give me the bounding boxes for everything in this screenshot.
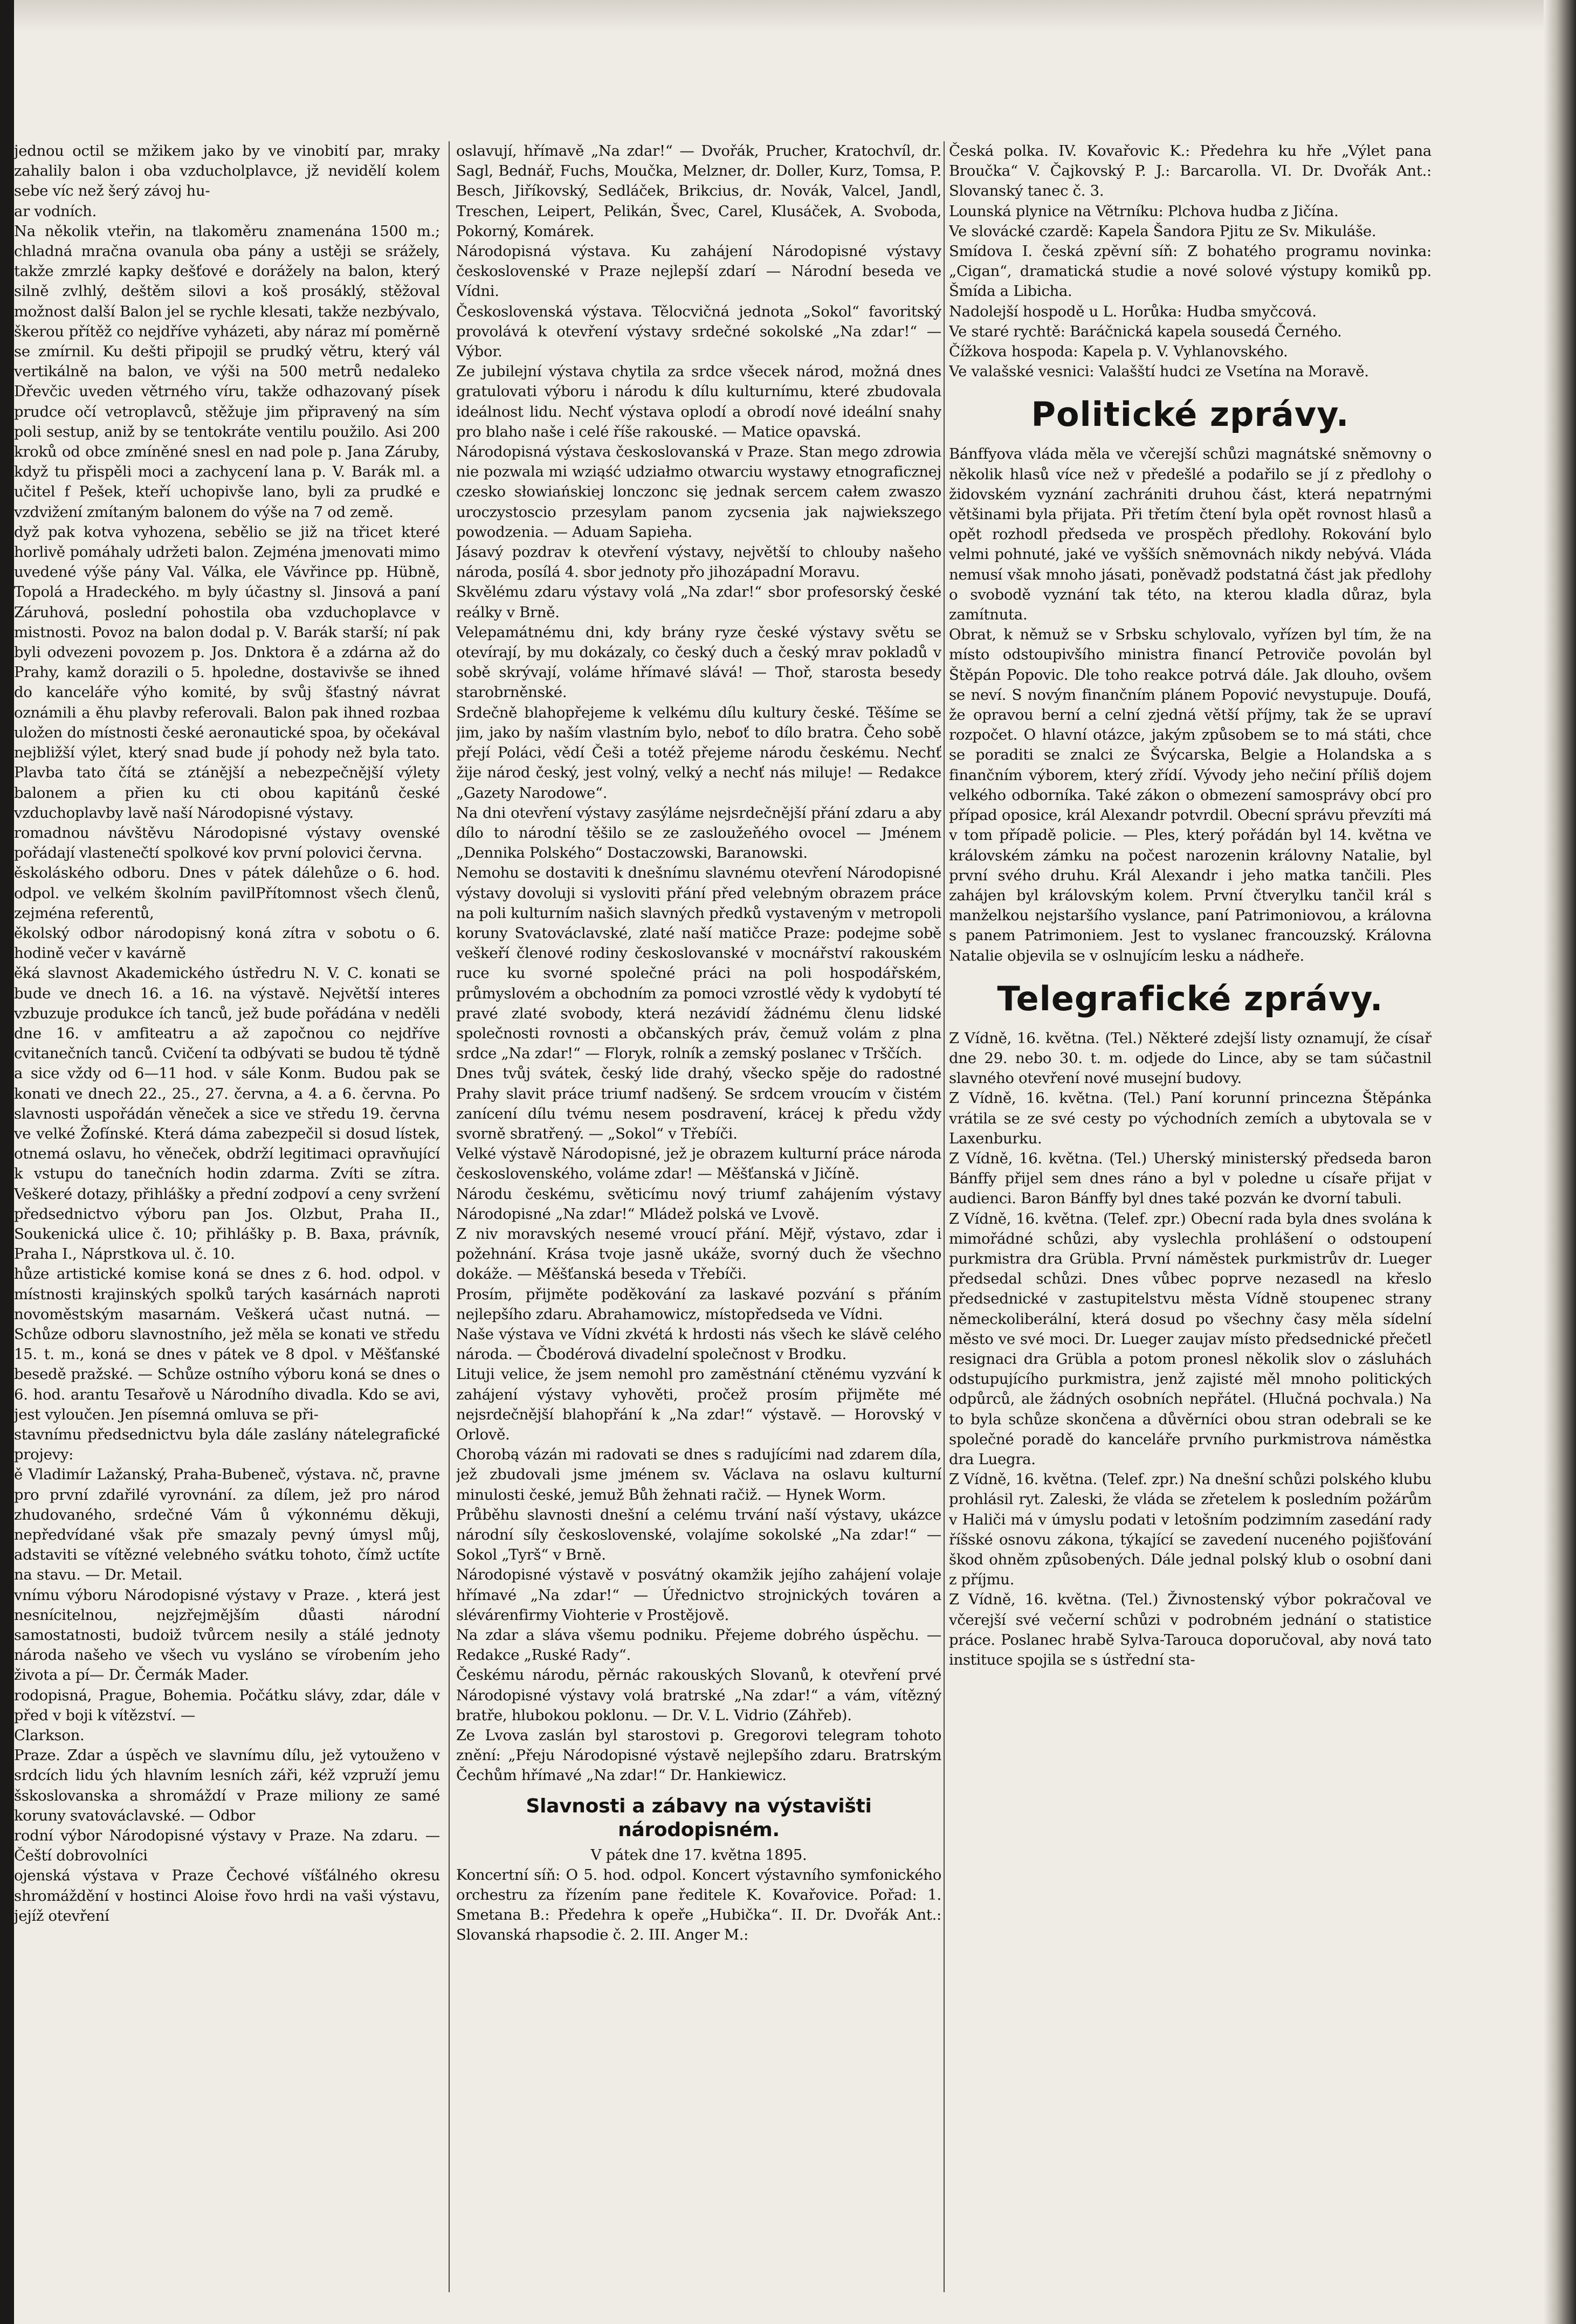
paragraph: hůze artistické komise koná se dnes z 6. hod. odpol. v místnosti krajinských spolků tarých kasárnách naproti novoměstským masarnám. Veškerá učast nutná. — Schůze odboru slavnostního, jež měla se konati ve středu 15. t. m., koná se dnes v pátek ve 8 dpol. v Měšťanské besedě pražské. — Schůze ostního výboru koná se dnes o 6. hod. arantu Tesařově u Národního divadla. Kdo se avi, jest vyloučen. Jen písemná omluva se při- <box>14 1265 440 1423</box>
paragraph: Naše výstava ve Vídni zkvétá k hrdosti nás všech ke slávě celého národa. — Čbodérová divadelní společnost v Brodku. <box>456 1325 941 1363</box>
paragraph: Nadolejší hospodě u L. Horůka: Hudba smyčcová. <box>949 302 1317 320</box>
paragraph: ěskoláského odboru. Dnes v pátek dálehůze o 6. hod. odpol. ve velkém školním pavilPřítomnost všech členů, zejména referentů, <box>14 864 440 922</box>
paragraph: Smídova I. česká zpěvní síň: Z bohatého programu novinka: „Cigan“, dramatická studie a nové solové výstupy komiků pp. Šmída a Libicha. <box>949 243 1432 300</box>
paragraph: Na zdar a sláva všemu podniku. Přejeme dobrého úspěchu. — Redakce „Ruské Rady“. <box>456 1626 941 1664</box>
paragraph: romadnou návštěvu Národopisné výstavy ovenské pořádají vlastenečtí spolkové kov první polovici června. <box>14 824 440 862</box>
paragraph: Na dni otevření výstavy zasýláme nejsrdečnější přání zdaru a aby dílo to národní těšilo se ze zasloužeňého ovocel — Jménem „Dennika Polského“ Dostaczowski, Baranowski. <box>456 804 941 862</box>
page-top-shadow <box>0 0 1576 32</box>
paragraph: Průběhu slavnosti dnešní a celému trvání naší výstavy, ukázce národní síly československé, volajíme sokolské „Na zdar!“ — Sokol „Tyrš“ v Brně. <box>456 1506 941 1564</box>
paragraph: ěkolský odbor národopisný koná zítra v sobotu o 6. hodině večer v kavárně <box>14 924 440 962</box>
paragraph: rodopisná, Prague, Bohemia. Počátku slávy, zdar, dále v před v boji k vítězství. — <box>14 1686 440 1724</box>
paragraph: vnímu výboru Národopisné výstavy v Praze. , která jest nesnícitelnou, nejzřejmějším důasti národní samostatnosti, budoiž tvůrcem nesily a stálé jednoty národa našeho ve všech vu vysláno se vírobením jeho života a pí— Dr. Čermák Mader. <box>14 1586 440 1684</box>
paragraph: Z Vídně, 16. května. (Telef. zpr.) Na dnešní schůzi polského klubu prohlásil ryt. Zaleski, že vláda se zřetelem k posledním požárům v Haliči má v úmyslu podati v letošním podzimním zasedání rady říšské osnovu zákona, týkající se zavedení nuceného pojišťování škod ohněm způsobených. Dále jednal polský klub o osobní dani z příjmu. <box>949 1471 1432 1589</box>
paragraph: Praze. Zdar a úspěch ve slavnímu dílu, jež vytouženo v srdcích lidu ých hlavním lesních záři, kéž vzpruží jemu šskoslovanska a shromáždí v Praze miliony ze samé koruny svatováclavské. — Odbor <box>14 1747 440 1824</box>
column-2 <box>456 141 941 2292</box>
column-3 <box>949 141 1432 2292</box>
paragraph: Lounská plynice na Větrníku: Plchova hudba z Jičína. <box>949 202 1339 220</box>
paragraph: dyž pak kotva vyhozena, sebělio se již na třicet které horlivě pomáhaly udržeti balon. Zejména jmenovati mimo uvedené výše pány Val. Válka, ele Vávřince pp. Hübně, Topolá a Hradeckého. m byly účastny sl. Jinsová a paní Záruhová, poslední pohostila oba vzduchoplavce v mistnosti. Povoz na balon dodal p. V. Barák starší; ní pak byli odvezeni povozem p. Jos. Dnktora ě a zdárna až do Prahy, kamž dorazili o 5. hpoledne, dostavivše se ihned do kanceláře výho komité, by svůj šťastný návrat oznámili a ěhu plavby referovali. Balon pak ihned rozbaa uložen do místnosti české aeronautické spoa, by očekával nejbližší výlet, který snad bude jí pohody než byla tato. Plavba tato čítá se ztánější a nebezpečnější výlety balonem a přien ku cti obou kapitánů české vzduchoplavby lavě naší Národopisné výstavy. <box>14 523 440 822</box>
paragraph: Národopisná výstava českoslovanská v Praze. Stan mego zdrowia nie pozwala mi wziąść udziałmo otwarciu wystawy etnograficznej czesko słowiańskiej lonczonc się jednak sercem całem zwaszo uroczystoscio przesylam panom zycsenia jak najwiekszego powodzenia. — Aduam Sapieha. <box>456 443 941 541</box>
paragraph: Chorobą vázán mi radovati se dnes s radujícími nad zdarem díla, jež zbudovali jsme jménem sv. Václava na oslavu kulturní minulosti české, jemuž Bůh žehnati račiž. — Hynek Worm. <box>456 1446 941 1504</box>
column-rule-1 <box>449 141 450 2292</box>
paragraph: Českému národu, pěrnác rakouských Slovanů, k otevření prvé Národopisné výstavy volá bratrské „Na zdar!“ a vám, vítězný bratře, hlubokou poklonu. — Dr. V. L. Vidrio (Záhřeb). <box>456 1666 941 1724</box>
paragraph: Z Vídně, 16. května. (Tel.) Živnostenský výbor pokračoval ve včerejší své večerní schůzi v podrobném jednání o statistice práce. Poslanec hrabě Sylva-Tarouca doporučoval, aby nová tato instituce spojila se s ústřední sta- <box>949 1591 1432 1669</box>
paragraph: Velepamátnému dni, kdy brány ryze české výstavy světu se otevírají, by mu dokázaly, co český duch a český mrav pokladů v sobě skrývají, voláme hřímavé slává! — Thoř, starosta besedy starobrněnské. <box>456 623 941 701</box>
paragraph: Dnes tvůj svátek, český lide drahý, všecko spěje do radostné Prahy slavit práce triumf nadšený. Se srdcem vroucím v čistém zanícení dílu tvému nesem posdravení, krácej k předu vždy svorně sbratřený. — „Sokol“ v Třebíči. <box>456 1065 941 1142</box>
paragraph: rodní výbor Národopisné výstavy v Praze. Na zdaru. — Čeští dobrovolníci <box>14 1827 440 1865</box>
page-curl-edge-right <box>1544 0 1576 2324</box>
paragraph: Z Vídně, 16. května. (Tel.) Uherský ministerský předseda baron Bánffy přijel sem dnes ráno a byl v poledne u císaře přijat v audienci. Baron Bánffy byl dnes také pozván ke dvorní tabuli. <box>949 1149 1432 1208</box>
paragraph: Srdečně blahopřejeme k velkému dílu kultury české. Těšíme se jim, jako by naším vlastním bylo, neboť to dílo bratra. Čeho sobě přejí Poláci, vědí Češi a totéž přejeme národu českému. Nechť žije národ český, jest volný, velký a nechť nás miluje! — Redakce „Gazety Narodowe“. <box>456 704 941 802</box>
paragraph: Česká polka. IV. Kovařovic K.: Předehra ku hře „Výlet pana Broučka“ V. Čajkovský P. J.: Barcarolla. VI. Dr. Dvořák Ant.: Slovanský tanec č. 3. <box>949 142 1432 200</box>
paragraph: jednou octil se mžikem jako by ve vinobití par, mraky zahalily balon i oba vzducholplavce, jž nevidělí kolem sebe víc než šerý závoj hu- <box>14 142 440 200</box>
paragraph: Skvělému zdaru výstavy volá „Na zdar!“ sbor profesorský české reálky v Brně. <box>456 583 941 621</box>
column-1 <box>14 141 440 2292</box>
paragraph: Národopisné výstavě v posvátný okamžik jejího zahájení volaje hřímavé „Na zdar!“ — Úřednictvo strojnických továren a slévárenfirmy Viohterie v Prostějově. <box>456 1566 941 1624</box>
section-heading-politicke-zpravy: Politické zprávy. <box>1031 395 1350 435</box>
paragraph: oslavují, hřímavě „Na zdar!“ — Dvořák, Prucher, Kratochvíl, dr. Sagl, Bednář, Fuchs, Moučka, Melzner, dr. Doller, Kurz, Tomsa, P. Besch, Jiříkovský, Sedláček, Brikcius, dr. Novák, Valcel, Jandl, Treschen, Leipert, Pelikán, Švec, Carel, Klusáček, A. Svoboda, Pokorný, Komárek. <box>456 142 941 240</box>
paragraph: ojenská výstava v Praze Čechové víšťálného okresu shromáždění v hostinci Aloise řovo hrdi na vaši výstavu, jejíž otevření <box>14 1867 440 1925</box>
paragraph: Clarkson. <box>14 1727 85 1744</box>
dateline: V pátek dne 17. května 1895. <box>590 1846 807 1864</box>
paragraph: Obrat, k němuž se v Srbsku schylovalo, vyřízen byl tím, že na místo odstoupivšího ministra financí Petroviče povolán byl Štěpán Popovic. Dle toho reakce potrvá dále. Jak dlouho, ovšem se neví. S novým finančním plánem Popović nevystupuje. Doufá, že opravou berní a celní zjedná větší příjmy, tak že se upraví rozpočet. O hlavní otázce, jakým způsobem se to má státi, chce se poraditi se znalci ze Švýcarska, Belgie a Holandska a s finančním výborem, který zřídí. Vývody jeho nečiní příliš dojem velkého odborníka. Také zákon o obmezení samosprávy obcí pro případ oposice, král Alexandr potvrdil. Obecní správu převzíti má v tom případě policie. — Ples, který pořádán byl 14. května ve královském zámku na počest narozenin královny Natalie, byl první svého druhu. Král Alexandr i jeho matka tančili. Ples zahájen byl královským kolem. První čtverylku tančil král s manželkou nejstaršího vyslance, paní Patrimoniovou, a královna s panem Patrimoniem. Jest to vyslanec francouzský. Královna Natalie objevila se v oslnujícím lesku a nádheře. <box>949 626 1432 964</box>
section-heading-slavnosti: Slavnosti a zábavy na výstavišti národopisném. <box>526 1795 872 1841</box>
paragraph: ě Vladimír Lažanský, Praha-Bubeneč, výstava. nč, pravne pro první zdařilé vyrovnání. za dílem, jež pro národ zhudovaného, srdečné Vám ů výkonnému děkuji, nepředvídané však pře smazaly pevný úmysl můj, adstaviti se vítězné velebného svátku tohoto, čímž uctíte na stavu. — Dr. Metail. <box>14 1466 440 1584</box>
paragraph: Prosím, přijměte poděkování za laskavé pozvání s přáním nejlepšího zdaru. Abrahamowicz, místopředseda ve Vídni. <box>456 1285 941 1323</box>
section-heading-telegraficke-zpravy: Telegrafické zprávy. <box>997 978 1384 1018</box>
paragraph: Nemohu se dostaviti k dnešnímu slavnému otevření Národopisné výstavy dovoluji si vysloviti přání před velebným obrazem práce na poli kulturním našich slavných předků vystaveným v metropoli koruny Svatováclavské, zlaté naší matičce Praze: podejme sobě veškeří členové rodiny českoslovanské v mocnářství rakouském ruce ku svorné společné práci na poli hospodářském, průmyslovém a obchodním za pomoci vzrostlé vědy k vydobytí té pravé zlaté svobody, která nezávidí žádnému členu lidské společnosti rovnosti a občanských práv, čemuž volám z plna srdce „Na zdar!“ — Floryk, rolník a zemský poslanec v Trščích. <box>456 864 941 1063</box>
column-rule-2 <box>944 141 945 2292</box>
paragraph: Z Vídně, 16. května. (Tel.) Některé zdejší listy oznamují, že císař dne 29. nebo 30. t. m. odjede do Lince, aby se tam súčastnil slavného otevření nové musejní budovy. <box>949 1029 1432 1087</box>
paragraph: Bánffyova vláda měla ve včerejší schůzi magnátské sněmovny o několik hlasů více než v předešlé a podařilo se jí z předlohy o židovském vyznání zachrániti druhou část, která nepatrnými většinami byla přijata. Při třetím čtení byla opět rovnost hlasů a opět rozhodl předseda ve prospěch předlohy. Rokování bylo velmi pohnuté, jaké ve vyšších sněmovnách nikdy nebývá. Vláda nemusí však mnoho jásati, poněvadž podstatná část jak předlohy o svobodě vyznání tak této, na kterou kladla důraz, byla zamítnuta. <box>949 445 1432 624</box>
paragraph: ar vodních. <box>14 202 97 220</box>
paragraph: Ze jubilejní výstava chytila za srdce všecek národ, možná dnes gratulovati výboru i národu k dílu kulturnímu, které zbudovala ideálnost lidu. Nechť výstava oplodí a obrodí nové ideální snahy pro blaho naše i celé říše rakouské. — Matice opavská. <box>456 363 941 440</box>
paragraph: Ve staré rychtě: Baráčnická kapela sousedá Černého. <box>949 322 1342 340</box>
paragraph: Koncertní síň: O 5. hod. odpol. Koncert výstavního symfonického orchestru za řízením pane ředitele K. Kovařovice. Pořad: 1. Smetana B.: Předehra k opeře „Hubička“. II. Dr. Dvořák Ant.: Slovanská rhapsodie č. 2. III. Anger M.: <box>456 1866 941 1944</box>
paragraph: Z Vídně, 16. května. (Telef. zpr.) Obecní rada byla dnes svolána k mimořádné schůzi, aby vyslechla prohlášení o odstoupení purkmistra dra Grübla. První náměstek purkmistrův dr. Lueger předsedal schůzi. Dnes vůbec poprve nezasedl na křeslo předsednické v zastupitelstvu města Vídně stoupenec strany německoliberální, která dosud po všechny časy měla sídelní město ve své moci. Dr. Lueger zaujav místo předsednické přečetl resignaci dra Grübla a potom pronesl několik slov o zásluhách odstupujícího purkmistra, jenž zajisté měl mnoho politických odpůrců, ale žádných osobních nepřátel. (Hlučná pochvala.) Na to byla schůze skončena a důvěrníci obou stran odebrali se ke společné poradě do kanceláře prvního purkmistrova náměstka dra Luegra. <box>949 1210 1432 1468</box>
paragraph: Z Vídně, 16. května. (Tel.) Paní korunní princezna Štěpánka vrátila se ze své cesty po východních zemích a ubytovala se v Laxenburku. <box>949 1089 1432 1147</box>
paragraph: Jásavý pozdrav k otevření výstavy, největší to chlouby našeho národa, posílá 4. sbor jednoty přo jihozápadní Moravu. <box>456 543 941 581</box>
page-binding-edge-left <box>0 0 14 2324</box>
paragraph: ěká slavnost Akademického ústředru N. V. C. konati se bude ve dnech 16. a 16. na výstavě. Největší interes vzbuzuje produkce ích tanců, jež bude pořádána v neděli dne 16. v amfiteatru a až započnou co nejdříve cvitanečních tanců. Cvičení ta odbývati se budou tě týdně a sice vždy od 6—11 hod. v sále Konm. Budou pak se konati ve dnech 22., 25., 27. června, a 4. a 6. června. Po slavnosti uspořádán věneček a sice ve středu 19. června ve velké Žofínské. Která dáma zabezpečil si dosud lístek, otnemá oslavu, ho věneček, obdrží legitimaci opravňující k vstupu do tanečních hodin zdarma. Zvíti se zítra. Veškeré dotazy, přihlášky a přední zodpoví a ceny svržení předsednictvo výboru pan Jos. Olzbut, Praha II., Soukenická ulice č. 10; přihlášky p. B. Baxa, právník, Praha I., Náprstkova ul. č. 10. <box>14 964 440 1263</box>
paragraph: stavnímu předsednictvu byla dále zaslány nátelegrafické projevy: <box>14 1426 440 1464</box>
paragraph: Československá výstava. Tělocvičná jednota „Sokol“ favoritský provolává k otevření výstavy srdečné sokolské „Na zdar!“ — Výbor. <box>456 302 941 361</box>
paragraph: Čížkova hospoda: Kapela p. V. Vyhlanovského. <box>949 343 1288 361</box>
paragraph: Ve valašské vesnici: Valašští hudci ze Vsetína na Moravě. <box>949 363 1369 381</box>
paragraph: Velké výstavě Národopisné, jež je obrazem kulturní práce národa československého, voláme zdar! — Měšťanská v Jičíně. <box>456 1145 941 1183</box>
paragraph: Lituji velice, že jsem nemohl pro zaměstnání ctěnému vyzvání k zahájení výstavy vyhověti, pročež prosím přijměte mé nejsrdečnější blahopřání k „Na zdar!“ výstavě. — Horovský v Orlově. <box>456 1366 941 1443</box>
paragraph: Ve slovácké czardě: Kapela Šandora Pjitu ze Sv. Mikuláše. <box>949 222 1377 240</box>
paragraph: Z niv moravských nesemé vroucí přání. Mějř, výstavo, zdar i požehnání. Krása tvoje jasně ukáže, svorný duch že všechno dokáže. — Měšťanská beseda v Třebíči. <box>456 1225 941 1283</box>
paragraph: Národu českému, světicímu nový triumf zahájením výstavy Národopisné „Na zdar!“ Mládež polská ve Lvově. <box>456 1185 941 1223</box>
paragraph: Na několik vteřin, na tlakoměru znamenána 1500 m.; chladná mračna ovanula oba pány a ustěji se srážely, takže zmrzlé kapky dešťové e dorážely na balon, který silně zvlhlý, deštěm silovi a koš prosáklý, stěžoval možnost další Balon jel se rychle klesati, takže nezbývalo, škerou přítěž co nejdříve vyházeti, aby náraz mí poměrně se zmírnil. Ku dešti připojil se prudký větru, který vál vertikálně na balon, ve výši na 500 metrů nedaleko Dřevčic uveden větrného víru, takže odhazovaný písek prudce očí vetroplavců, stěžuje jim připravený na sím poli sestup, aniž by se tentokráte ventilu použilo. Asi 200 kroků od obce zmíněné snesl en nad pole p. Jana Záruby, když tu přispěli moci a zachycení lana p. V. Barák ml. a učitel f Pešek, kteří uchopivše lano, byli za prudké e vzdvižení zmítaným balonem do výše na 7 od země. <box>14 222 440 521</box>
paragraph: Ze Lvova zaslán byl starostovi p. Gregorovi telegram tohoto znění: „Přeju Národopisné výstavě nejlepšího zdaru. Bratrským Čechům hřímavé „Na zdar!“ Dr. Hankiewicz. <box>456 1727 941 1784</box>
paragraph: Národopisná výstava. Ku zahájení Národopisné výstavy československé v Praze nejlepší zdarí — Národní beseda ve Vídni. <box>456 243 941 300</box>
